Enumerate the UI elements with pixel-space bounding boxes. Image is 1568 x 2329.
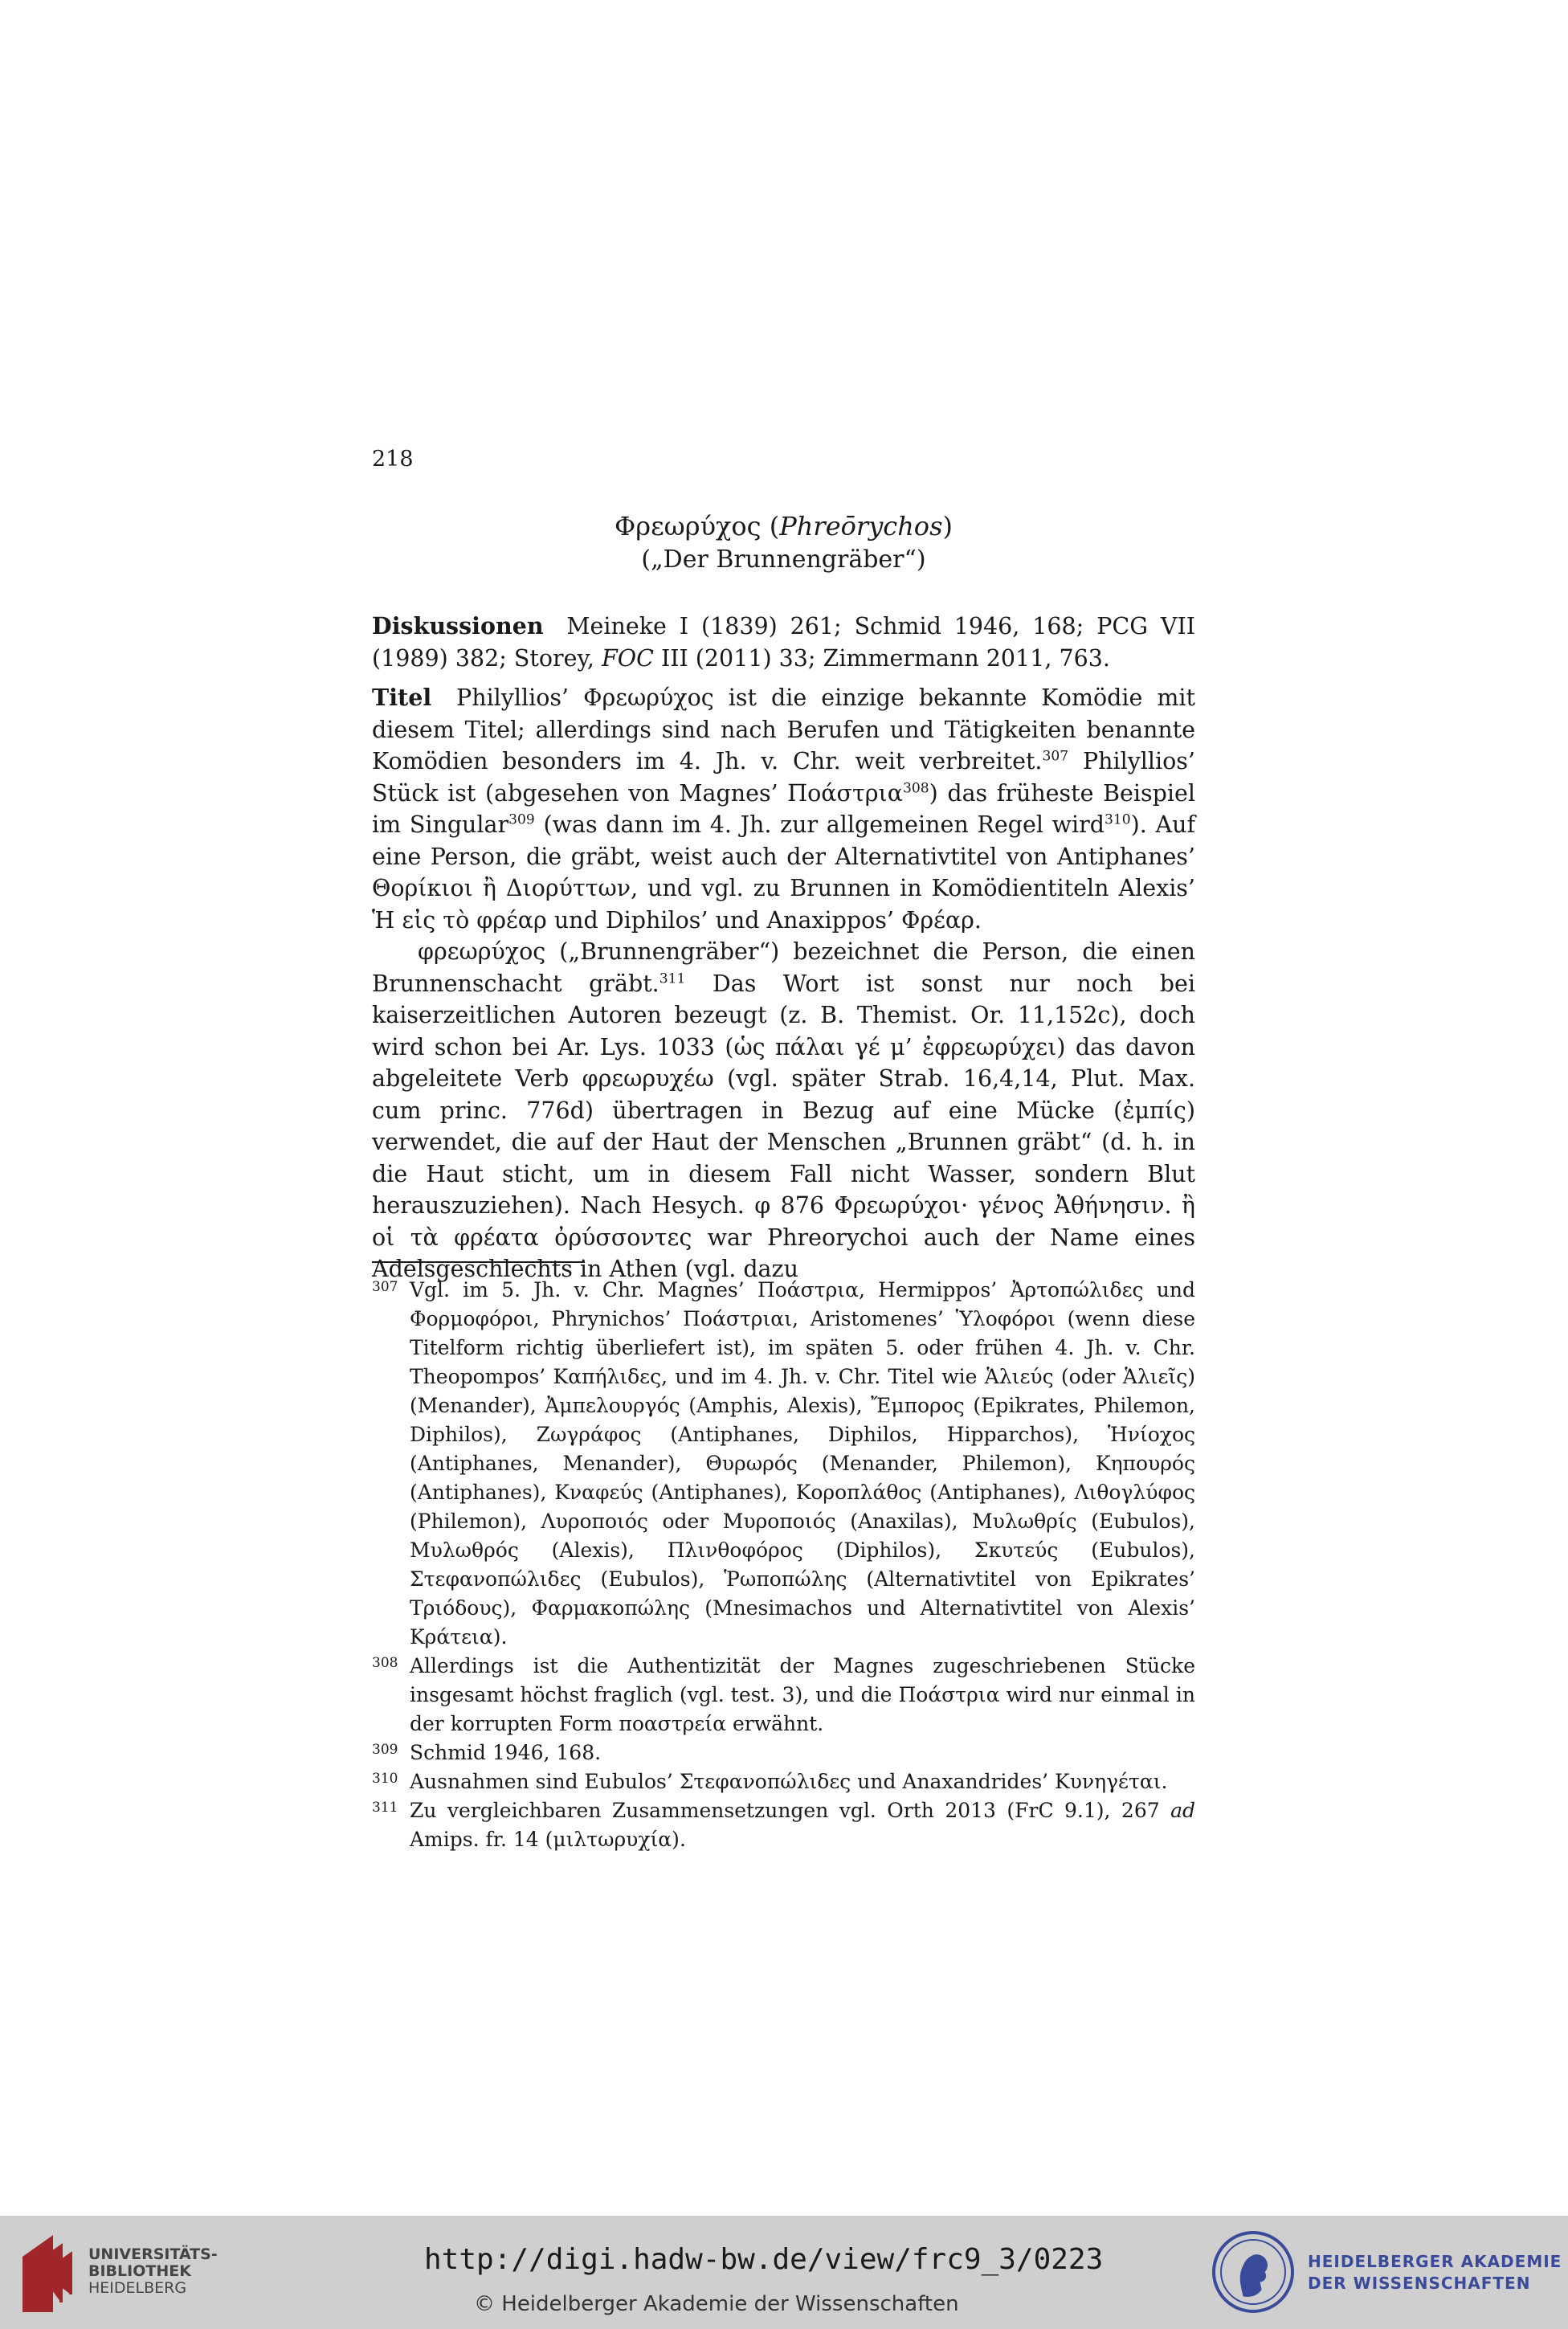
discussions-heading: Diskussionen bbox=[372, 612, 544, 639]
body-text bbox=[372, 611, 1195, 1285]
academy-seal-icon[interactable] bbox=[1211, 2230, 1295, 2314]
footnote-rule bbox=[372, 1261, 585, 1263]
page-title: Φρεωρύχος (Phreōrychos) bbox=[615, 511, 953, 541]
footnote-ref[interactable]: 308 bbox=[902, 780, 929, 796]
footnotes bbox=[372, 1276, 1195, 1854]
footnote-311: 311 Zu vergleichbaren Zusammensetzungen vgl. Orth 2013 (FrC 9.1), 267 ad Amips. fr. 14 (μιλτωρυχία). bbox=[372, 1799, 1195, 1851]
footnote-ref[interactable]: 310 bbox=[1105, 811, 1131, 828]
ub-logo-text: UNIVERSITÄTS- BIBLIOTHEK HEIDELBERG bbox=[88, 2245, 218, 2297]
discussions-paragraph: Diskussionen Meineke I (1839) 261; Schmid 1946, 168; PCG VII (1989) 382; Storey, FOC III (2011) 33; Zimmermann 2011, 763. bbox=[372, 612, 1195, 672]
copyright-notice: © Heidelberger Akademie der Wissenschaften bbox=[474, 2292, 959, 2316]
footnote-ref[interactable]: 307 bbox=[1042, 748, 1069, 765]
footnote-ref[interactable]: 311 bbox=[659, 970, 686, 987]
page-subtitle: („Der Brunnengräber“) bbox=[641, 545, 926, 574]
page-number: 218 bbox=[372, 447, 414, 472]
ub-logo-icon[interactable] bbox=[19, 2233, 84, 2315]
academy-name: HEIDELBERGER AKADEMIE DER WISSENSCHAFTEN bbox=[1308, 2252, 1562, 2293]
title-greek: Φρεωρύχος bbox=[615, 511, 762, 541]
permalink-url[interactable]: http://digi.hadw-bw.de/view/frc9_3/0223 bbox=[424, 2243, 1104, 2276]
footnote-307: 307 Vgl. im 5. Jh. v. Chr. Magnes’ Ποάστρια, Hermippos’ Ἀρτοπώλιδες und Φορμοφόροι, Phrynichos’ Ποάστριαι, Aristomenes’ Ὑλοφόροι (wenn diese Titelform richtig überliefert ist), im späten 5. oder frühen 4. Jh. v. Chr. Theopompos’ Καπήλιδες, und im 4. Jh. v. Chr. Titel wie Ἁλιεύς (oder Ἁλιεῖς) (Menander), Ἀμπελουργός (Amphis, Alexis), Ἔμπορος (Epikrates, Philemon, Diphilos), Ζωγράφος (Antiphanes, Diphilos, Hipparchos), Ἡνίοχος (Antiphanes, Menander), Θυρωρός (Menander, Philemon), Κηπουρός (Antiphanes), Κναφεύς (Antiphanes), Κοροπλάθος (Antiphanes), Λιθογλύφος (Philemon), Λυροποιός oder Μυροποιός (Anaxilas), Μυλωθρίς (Eubulos), Μυλωθρός (Alexis), Πλινθοφόρος (Diphilos), Σκυτεύς (Eubulos), Στεφανοπώλιδες (Eubulos), Ῥωποπώλης (Alternativtitel von Epikrates’ Τριόδους), Φαρμακοπώλης (Mnesimachos und Alternativtitel von Alexis’ Κράτεια). bbox=[372, 1278, 1195, 1649]
title-paragraph-2: φρεωρύχος („Brunnengräber“) bezeichnet die Person, die einen Brunnenschacht gräbt.$^{311}$ Das Wort ist sonst nur noch bei kaiserzeitlichen Autoren bezeugt (z. B. Themist. Or. 11,152c), doch wird schon bei Ar. Lys. 1033 (ὡς πάλαι γέ μ’ ἐφρεωρύχει) das davon abgeleitete Verb φρεωρυχέω (vgl. später Strab. 16,4,14, Plut. Max. cum princ. 776d) übertragen in Bezug auf eine Mücke (ἐμπίς) verwendet, die auf der Haut der Menschen „Brunnen gräbt“ (d. h. in die Haut sticht, um in diesem Fall nicht Wasser, sondern Blut herauszuziehen). Nach Hesych. φ 876 Φρεωρύχοι· γένος Ἀθήνησιν. ἢ οἱ τὰ φρέατα ὀρύσσοντες war Phreorychoi auch der Name eines Adelsgeschlechts in Athen (vgl. dazu bbox=[372, 938, 1196, 1282]
footnote-310: 310 Ausnahmen sind Eubulos’ Στεφανοπώλιδες und Anaxandrides’ Κυνηγέται. bbox=[372, 1770, 1168, 1793]
title-translit: Phreōrychos bbox=[779, 511, 943, 541]
title-block bbox=[372, 509, 1195, 577]
footnote-309: 309 Schmid 1946, 168. bbox=[372, 1741, 602, 1764]
title-paragraph-1: Titel Philyllios’ Φρεωρύχος ist die einzige bekannte Komödie mit diesem Titel; allerdings sind nach Berufen und Tätigkeiten benannte Komödien besonders im 4. Jh. v. Chr. weit verbreitet.$^{307}$ Philyllios’ Stück ist (abgesehen von Magnes’ Ποάστρια$^{308}$) das früheste Beispiel im Singular$^{309}$ (was dann im 4. Jh. zur allgemeinen Regel wird$^{310}$). Auf eine Person, die gräbt, weist auch der Alternativtitel von Antiphanes’ Θορίκιοι ἢ Διορύττων, und vgl. zu Brunnen in Komödientiteln Alexis’ Ἡ εἰς τὸ φρέαρ und Diphilos’ und Anaxippos’ Φρέαρ. bbox=[372, 684, 1195, 934]
title-heading: Titel bbox=[372, 684, 432, 711]
footnote-308: 308 Allerdings ist die Authentizität der Magnes zugeschriebenen Stücke insgesamt höchst fraglich (vgl. test. 3), und die Ποάστρια wird nur einmal in der korrupten Form ποαστρεία erwähnt. bbox=[372, 1654, 1195, 1735]
footer-bar bbox=[0, 2216, 1568, 2329]
footnote-ref[interactable]: 309 bbox=[508, 811, 535, 828]
